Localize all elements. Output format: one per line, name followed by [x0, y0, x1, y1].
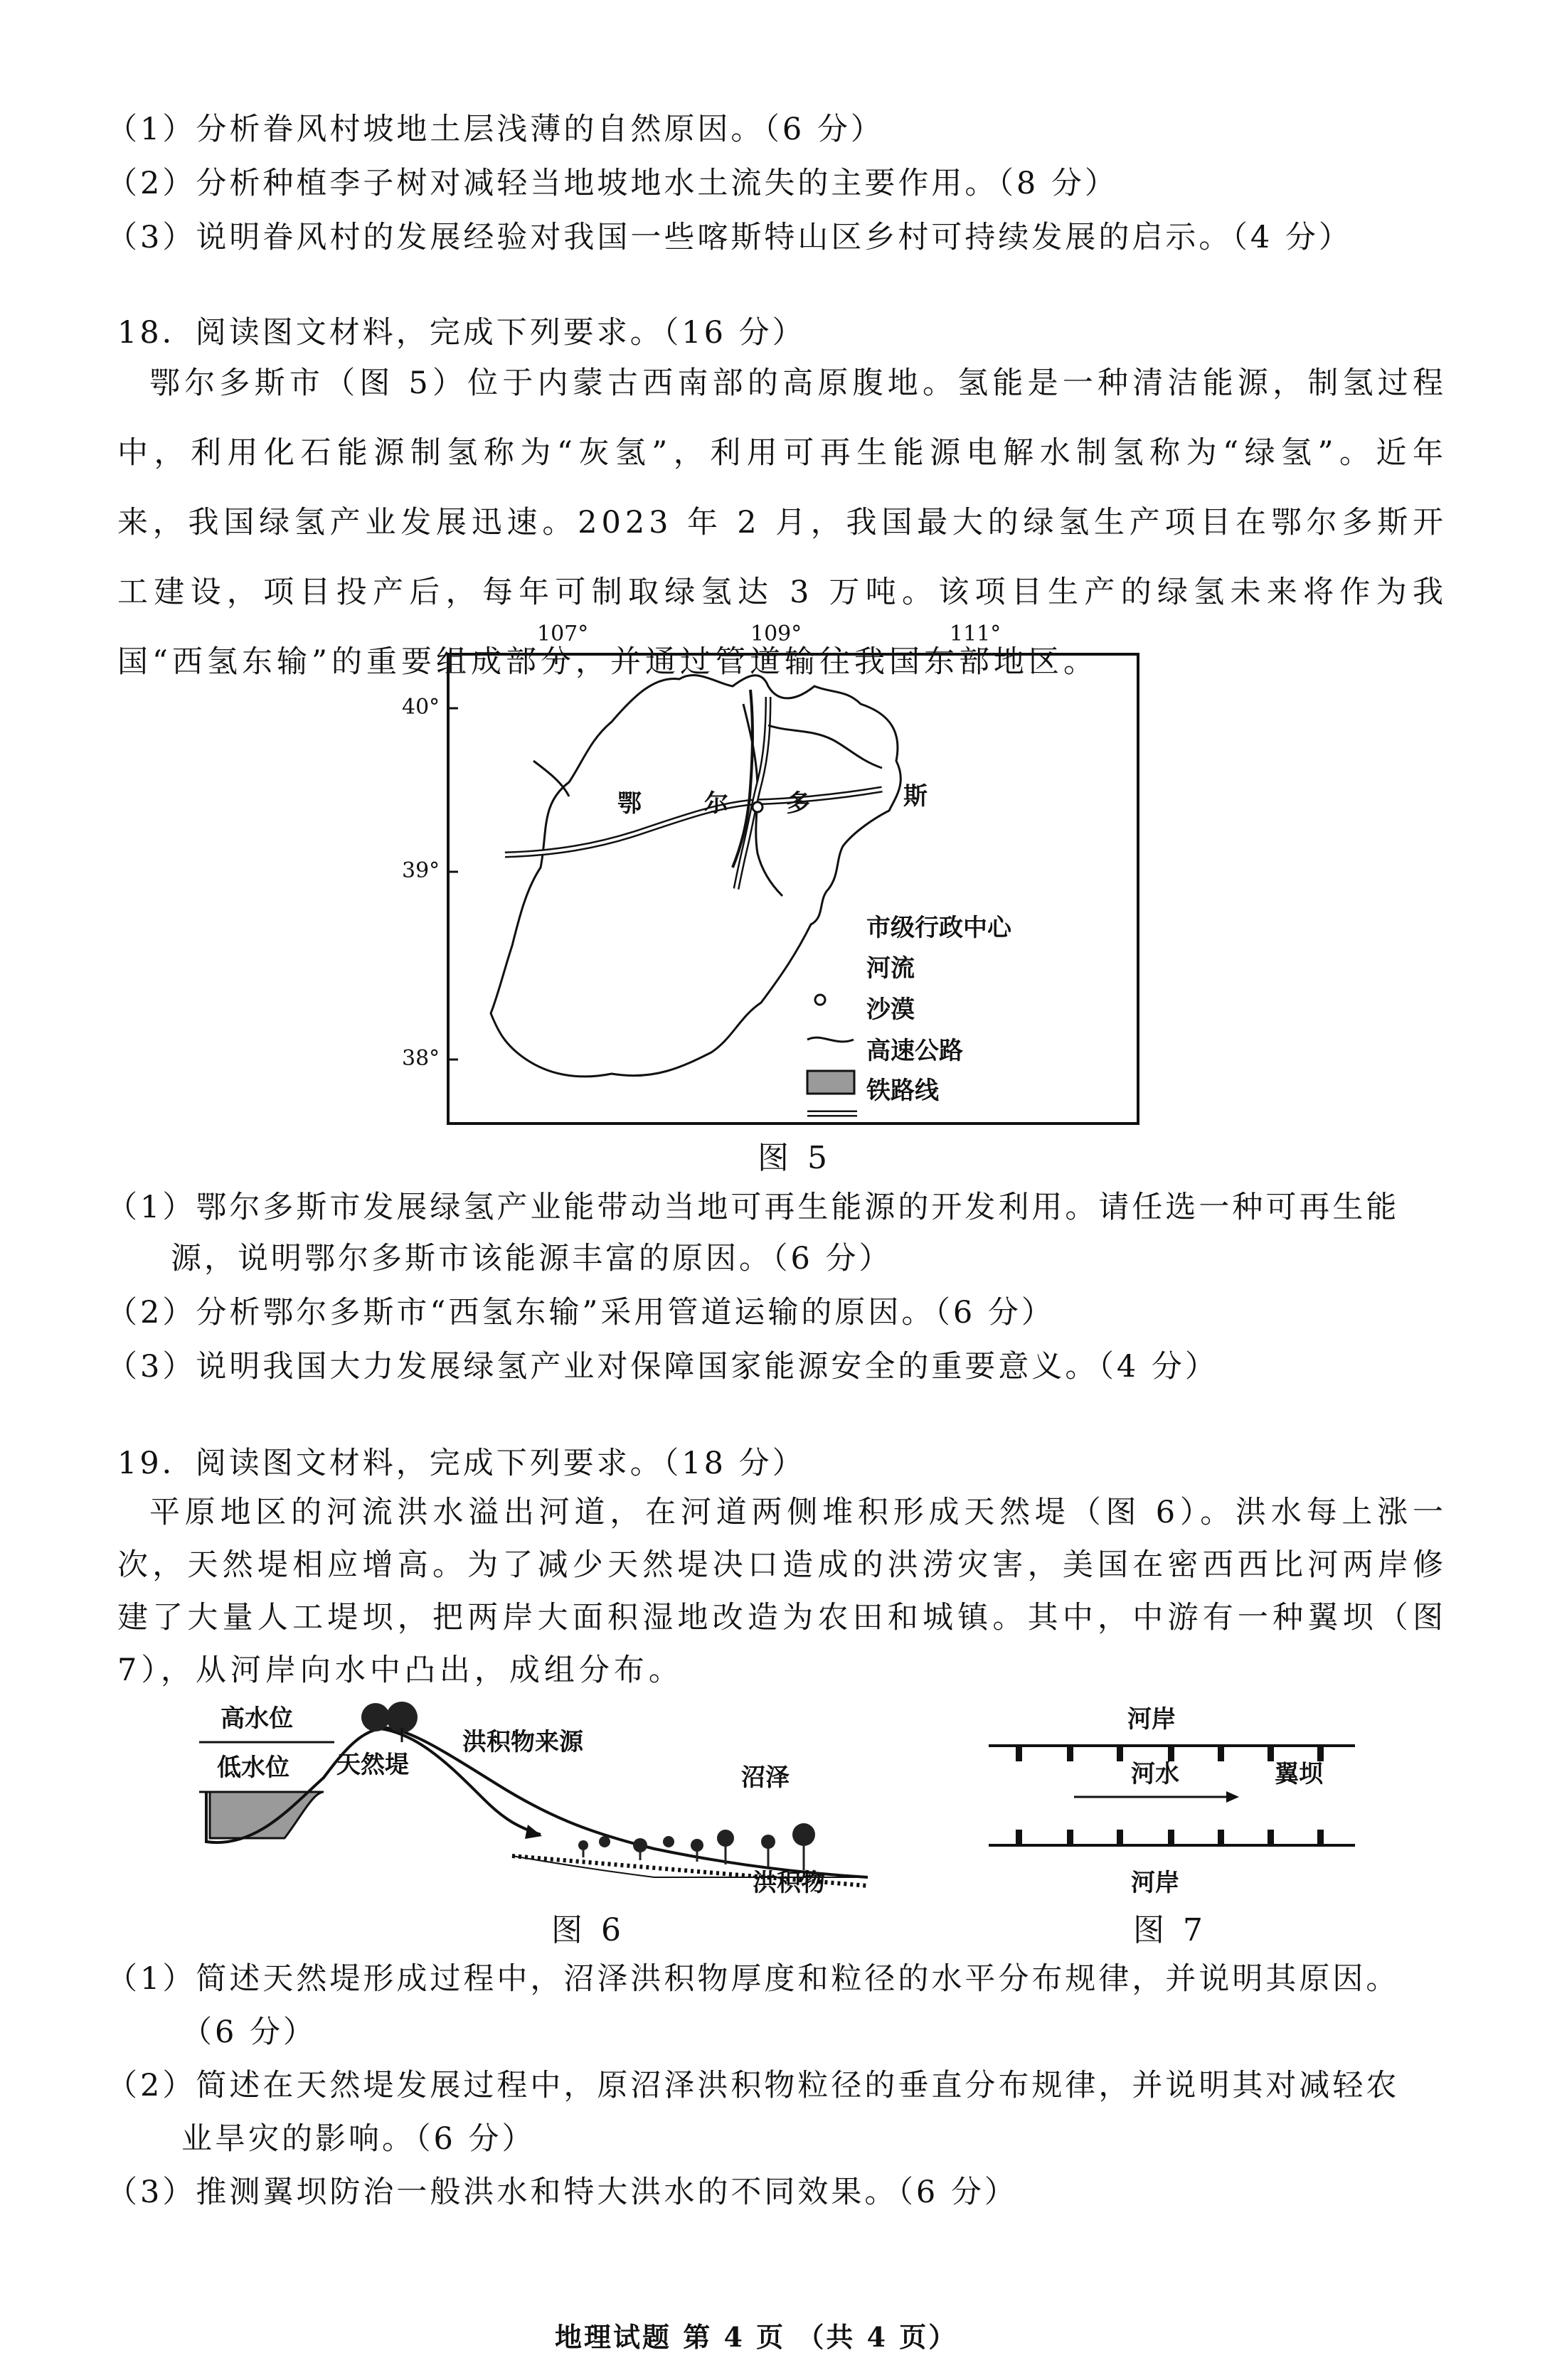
lat-tick-39: 39° — [402, 858, 440, 883]
q19-item-1: （1）简述天然堤形成过程中，沼泽洪积物厚度和粒径的水平分布规律，并说明其原因。 — [107, 1961, 1400, 1997]
city-center-marker — [753, 802, 762, 812]
figure-5-caption: 图 5 — [758, 1140, 831, 1176]
lat-tick-40: 40° — [402, 695, 440, 720]
legend-river: 河流 — [866, 954, 915, 983]
q19-item-2-cont: 业旱灾的影响。（6 分） — [181, 2121, 536, 2157]
map-label-e: 鄂 — [617, 789, 642, 818]
q17-item-1: （1）分析眷风村坡地土层浅薄的自然原因。（6 分） — [107, 112, 884, 147]
legend-desert: 沙漠 — [866, 996, 915, 1024]
q19-item-3: （3）推测翼坝防治一般洪水和特大洪水的不同效果。（6 分） — [107, 2174, 1018, 2210]
label-wing-dam: 翼坝 — [1275, 1760, 1323, 1788]
q19-material: 平原地区的河流洪水溢出河道，在河道两侧堆积形成天然堤（图 6）。洪水每上涨一次，天然堤相应增高。为了减少天然堤决口造成的洪涝灾害，美国在密西西比河两岸修建了大量人工堤坝，把两岸大面积湿地改造为农田和城镇。其中，中游有一种翼坝（图 7），从河岸向水中凸出，成组分布。 — [117, 1495, 1447, 1688]
legend-railway: 铁路线 — [866, 1077, 939, 1105]
q18-item-1: （1）鄂尔多斯市发展绿氢产业能带动当地可再生能源的开发利用。请任选一种可再生能 — [107, 1190, 1400, 1225]
q19-item-2: （2）简述在天然堤发展过程中，原沼泽洪积物粒径的垂直分布规律，并说明其对减轻农 — [107, 2068, 1400, 2103]
q19-heading: 19．阅读图文材料，完成下列要求。（18 分） — [117, 1446, 806, 1481]
map-graphic — [398, 619, 1152, 1131]
label-bank-top: 河岸 — [1127, 1705, 1176, 1734]
label-bank-bottom: 河岸 — [1131, 1869, 1179, 1897]
label-low-water: 低水位 — [217, 1754, 289, 1782]
label-natural-levee: 天然堤 — [336, 1751, 409, 1779]
q17-item-3: （3）说明眷风村的发展经验对我国一些喀斯特山区乡村可持续发展的启示。（4 分） — [107, 220, 1352, 255]
label-river-water: 河水 — [1131, 1760, 1179, 1788]
map-label-si: 斯 — [903, 782, 928, 811]
q18-material: 鄂尔多斯市（图 5）位于内蒙古西南部的高原腹地。氢能是一种清洁能源，制氢过程中，利用化石能源制氢称为“灰氢”，利用可再生能源电解水制氢称为“绿氢”。近年来，我国绿氢产业发展迅速。2023 年 2 月，我国最大的绿氢生产项目在鄂尔多斯开工建设，项目投产后，每年可制取绿氢达 3 万吨。该项目生产的绿氢未来将作为我国“西氢东输”的重要组成部分，并通过管道输往我国东部地区。 — [117, 365, 1447, 680]
lon-tick-111: 111° — [950, 621, 1001, 646]
figure-7-caption: 图 7 — [1133, 1912, 1207, 1948]
ordos-boundary — [491, 676, 900, 1077]
label-flood-deposit: 洪积物 — [753, 1869, 825, 1897]
legend-city-center: 市级行政中心 — [866, 914, 1011, 942]
q17-item-2: （2）分析种植李子树对减轻当地坡地水土流失的主要作用。（8 分） — [107, 166, 1118, 201]
river-west — [533, 761, 569, 796]
legend-highway: 高速公路 — [866, 1037, 963, 1065]
label-sediment-source: 洪积物来源 — [462, 1728, 583, 1756]
label-swamp: 沼泽 — [741, 1763, 790, 1792]
q18-heading: 18．阅读图文材料，完成下列要求。（16 分） — [117, 315, 806, 351]
q18-item-3: （3）说明我国大力发展绿氢产业对保障国家能源安全的重要意义。（4 分） — [107, 1349, 1218, 1384]
wing-dam-diagram — [982, 1717, 1380, 1859]
q19-item-1-cont: （6 分） — [181, 2015, 317, 2050]
label-high-water: 高水位 — [220, 1704, 293, 1733]
lat-tick-38: 38° — [402, 1046, 440, 1071]
q18-item-1-cont: 源，说明鄂尔多斯市该能源丰富的原因。（6 分） — [171, 1241, 893, 1276]
map-label-duo: 多 — [786, 789, 810, 818]
lon-tick-107: 107° — [537, 621, 589, 646]
lon-tick-109: 109° — [750, 621, 802, 646]
highway-east-west — [505, 789, 882, 855]
map-label-er: 尔 — [704, 789, 728, 818]
q18-item-2: （2）分析鄂尔多斯市“西氢东输”采用管道运输的原因。（6 分） — [107, 1295, 1055, 1330]
page-footer: 地理试题 第 4 页 （共 4 页） — [555, 2321, 958, 2353]
figure-6-caption: 图 6 — [551, 1912, 625, 1948]
